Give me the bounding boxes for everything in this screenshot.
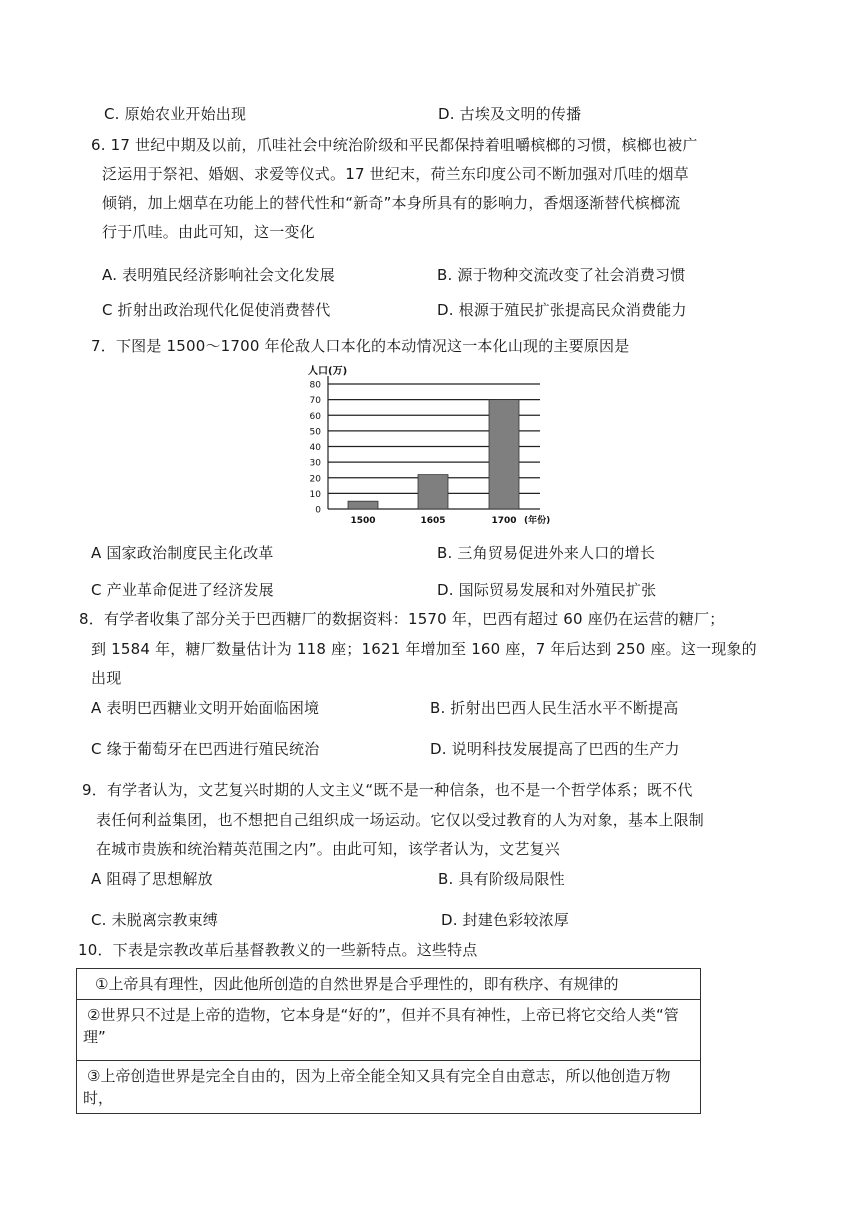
q8-option-d: D. 说明科技发展提高了巴西的生产力 — [430, 740, 680, 758]
x-axis-label: (年份) — [524, 516, 551, 526]
q9-option-b: B. 具有阶级局限性 — [438, 870, 565, 888]
table-cell — [77, 969, 701, 1000]
q9-option-a: A 阻碍了思想解放 — [91, 870, 213, 888]
q9-stem-line-1: 9．有学者认为，文艺复兴时期的人文主义“既不是一种信条，也不是一个哲学体系；既不代 — [82, 781, 693, 799]
table-cell — [77, 1061, 701, 1114]
q8-stem-line-1: 8．有学者收集了部分关于巴西糖厂的数据资料：1570 年，巴西有超过 60 座仍在运营的糖厂； — [79, 610, 725, 628]
q6-stem-line-1: 6. 17 世纪中期及以前，爪哇社会中统治阶级和平民都保持着咀嚼槟榔的习惯，槟榔也被广 — [91, 136, 698, 154]
q9-option-d: D. 封建色彩较浓厚 — [441, 911, 570, 929]
y-tick-label: 70 — [309, 396, 321, 407]
q7-stem: 7．下图是 1500～1700 年伦敌人口本化的本动情况这一本化山现的主要原因是 — [91, 337, 630, 355]
y-axis-label: 人口(万) — [308, 366, 348, 377]
table-row — [77, 1000, 701, 1061]
y-tick-label: 60 — [309, 411, 321, 422]
q5-option-c: C. 原始农业开始出现 — [104, 105, 247, 123]
q7-option-c: C 产业革命促进了经济发展 — [91, 581, 274, 599]
table-row — [77, 969, 701, 1000]
q8-option-b: B. 折射出巴西人民生活水平不断提高 — [430, 699, 679, 717]
q6-stem-line-3: 倾销，加上烟草在功能上的替代性和“新奇”本身所具有的影响力，香烟逐渐替代槟榔流 — [102, 194, 681, 212]
y-tick-label: 20 — [309, 474, 321, 485]
q9-option-c: C. 未脱离宗教束缚 — [91, 911, 219, 929]
q10-row-2: ②世界只不过是上帝的造物，它本身是“好的”，但并不具有神性，上帝已将它交给人类“管理” — [83, 1006, 679, 1046]
bar — [348, 501, 378, 509]
q10-row-3: ③上帝创造世界是完全自由的，因为上帝全能全知又具有完全自由意志，所以他创造万物时， — [83, 1067, 671, 1107]
y-tick-label: 10 — [309, 489, 321, 500]
q6-option-b: B. 源于物种交流改变了社会消费习惯 — [437, 266, 686, 284]
y-tick-label: 80 — [309, 380, 321, 391]
x-tick-label: 1605 — [420, 516, 446, 526]
table-row — [77, 1061, 701, 1114]
q7-option-b: B. 三角贸易促进外来人口的增长 — [437, 544, 656, 562]
q9-stem-line-2: 表任何利益集团，也不想把自己组织成一场运动。它仅以受过教育的人为对象，基本上限制 — [96, 811, 705, 829]
q8-option-a: A 表明巴西糖业文明开始面临困境 — [91, 699, 320, 717]
q7-option-d: D. 国际贸易发展和对外殖民扩张 — [437, 581, 657, 599]
q9-stem-line-3: 在城市贵族和统治精英范围之内”。由此可知，该学者认为，文艺复兴 — [96, 840, 560, 858]
x-tick-label: 1500 — [350, 516, 376, 526]
q10-stem: 10．下表是宗教改革后基督教教义的一些新特点。这些特点 — [78, 941, 478, 959]
y-tick-label: 50 — [309, 427, 321, 438]
q8-stem-line-2: 到 1584 年，糖厂数量估计为 118 座；1621 年增加至 160 座，7 年后达到 250 座。这一现象的 — [91, 640, 757, 658]
y-tick-label: 30 — [309, 458, 321, 469]
q8-option-c: C 缘于葡萄牙在巴西进行殖民统治 — [91, 740, 320, 758]
x-tick-label: 1700 — [491, 516, 517, 526]
q6-stem-line-2: 泛运用于祭祀、婚姻、求爱等仪式。17 世纪末，荷兰东印度公司不断加强对爪哇的烟草 — [102, 165, 689, 183]
q10-feature-table — [76, 968, 701, 1114]
chart-svg — [300, 362, 565, 534]
bar — [489, 400, 519, 509]
q8-stem-line-3: 出现 — [91, 669, 122, 687]
bar — [418, 475, 448, 509]
q7-option-a: A 国家政治制度民主化改革 — [91, 544, 274, 562]
q6-option-d: D. 根源于殖民扩张提高民众消费能力 — [437, 301, 687, 319]
y-tick-label: 0 — [315, 505, 321, 516]
q6-option-a: A. 表明殖民经济影响社会文化发展 — [102, 266, 335, 284]
q10-row-1: ①上帝具有理性，因此他所创造的自然世界是合乎理性的，即有秩序、有规律的 — [95, 975, 619, 993]
q5-option-d: D. 古埃及文明的传播 — [438, 105, 582, 123]
table-cell — [77, 1000, 701, 1061]
y-tick-label: 40 — [309, 443, 321, 453]
population-bar-chart — [300, 362, 565, 534]
q6-stem-line-4: 行于爪哇。由此可知，这一变化 — [102, 223, 315, 241]
q6-option-c: C 折射出政治现代化促使消费替代 — [102, 301, 331, 319]
